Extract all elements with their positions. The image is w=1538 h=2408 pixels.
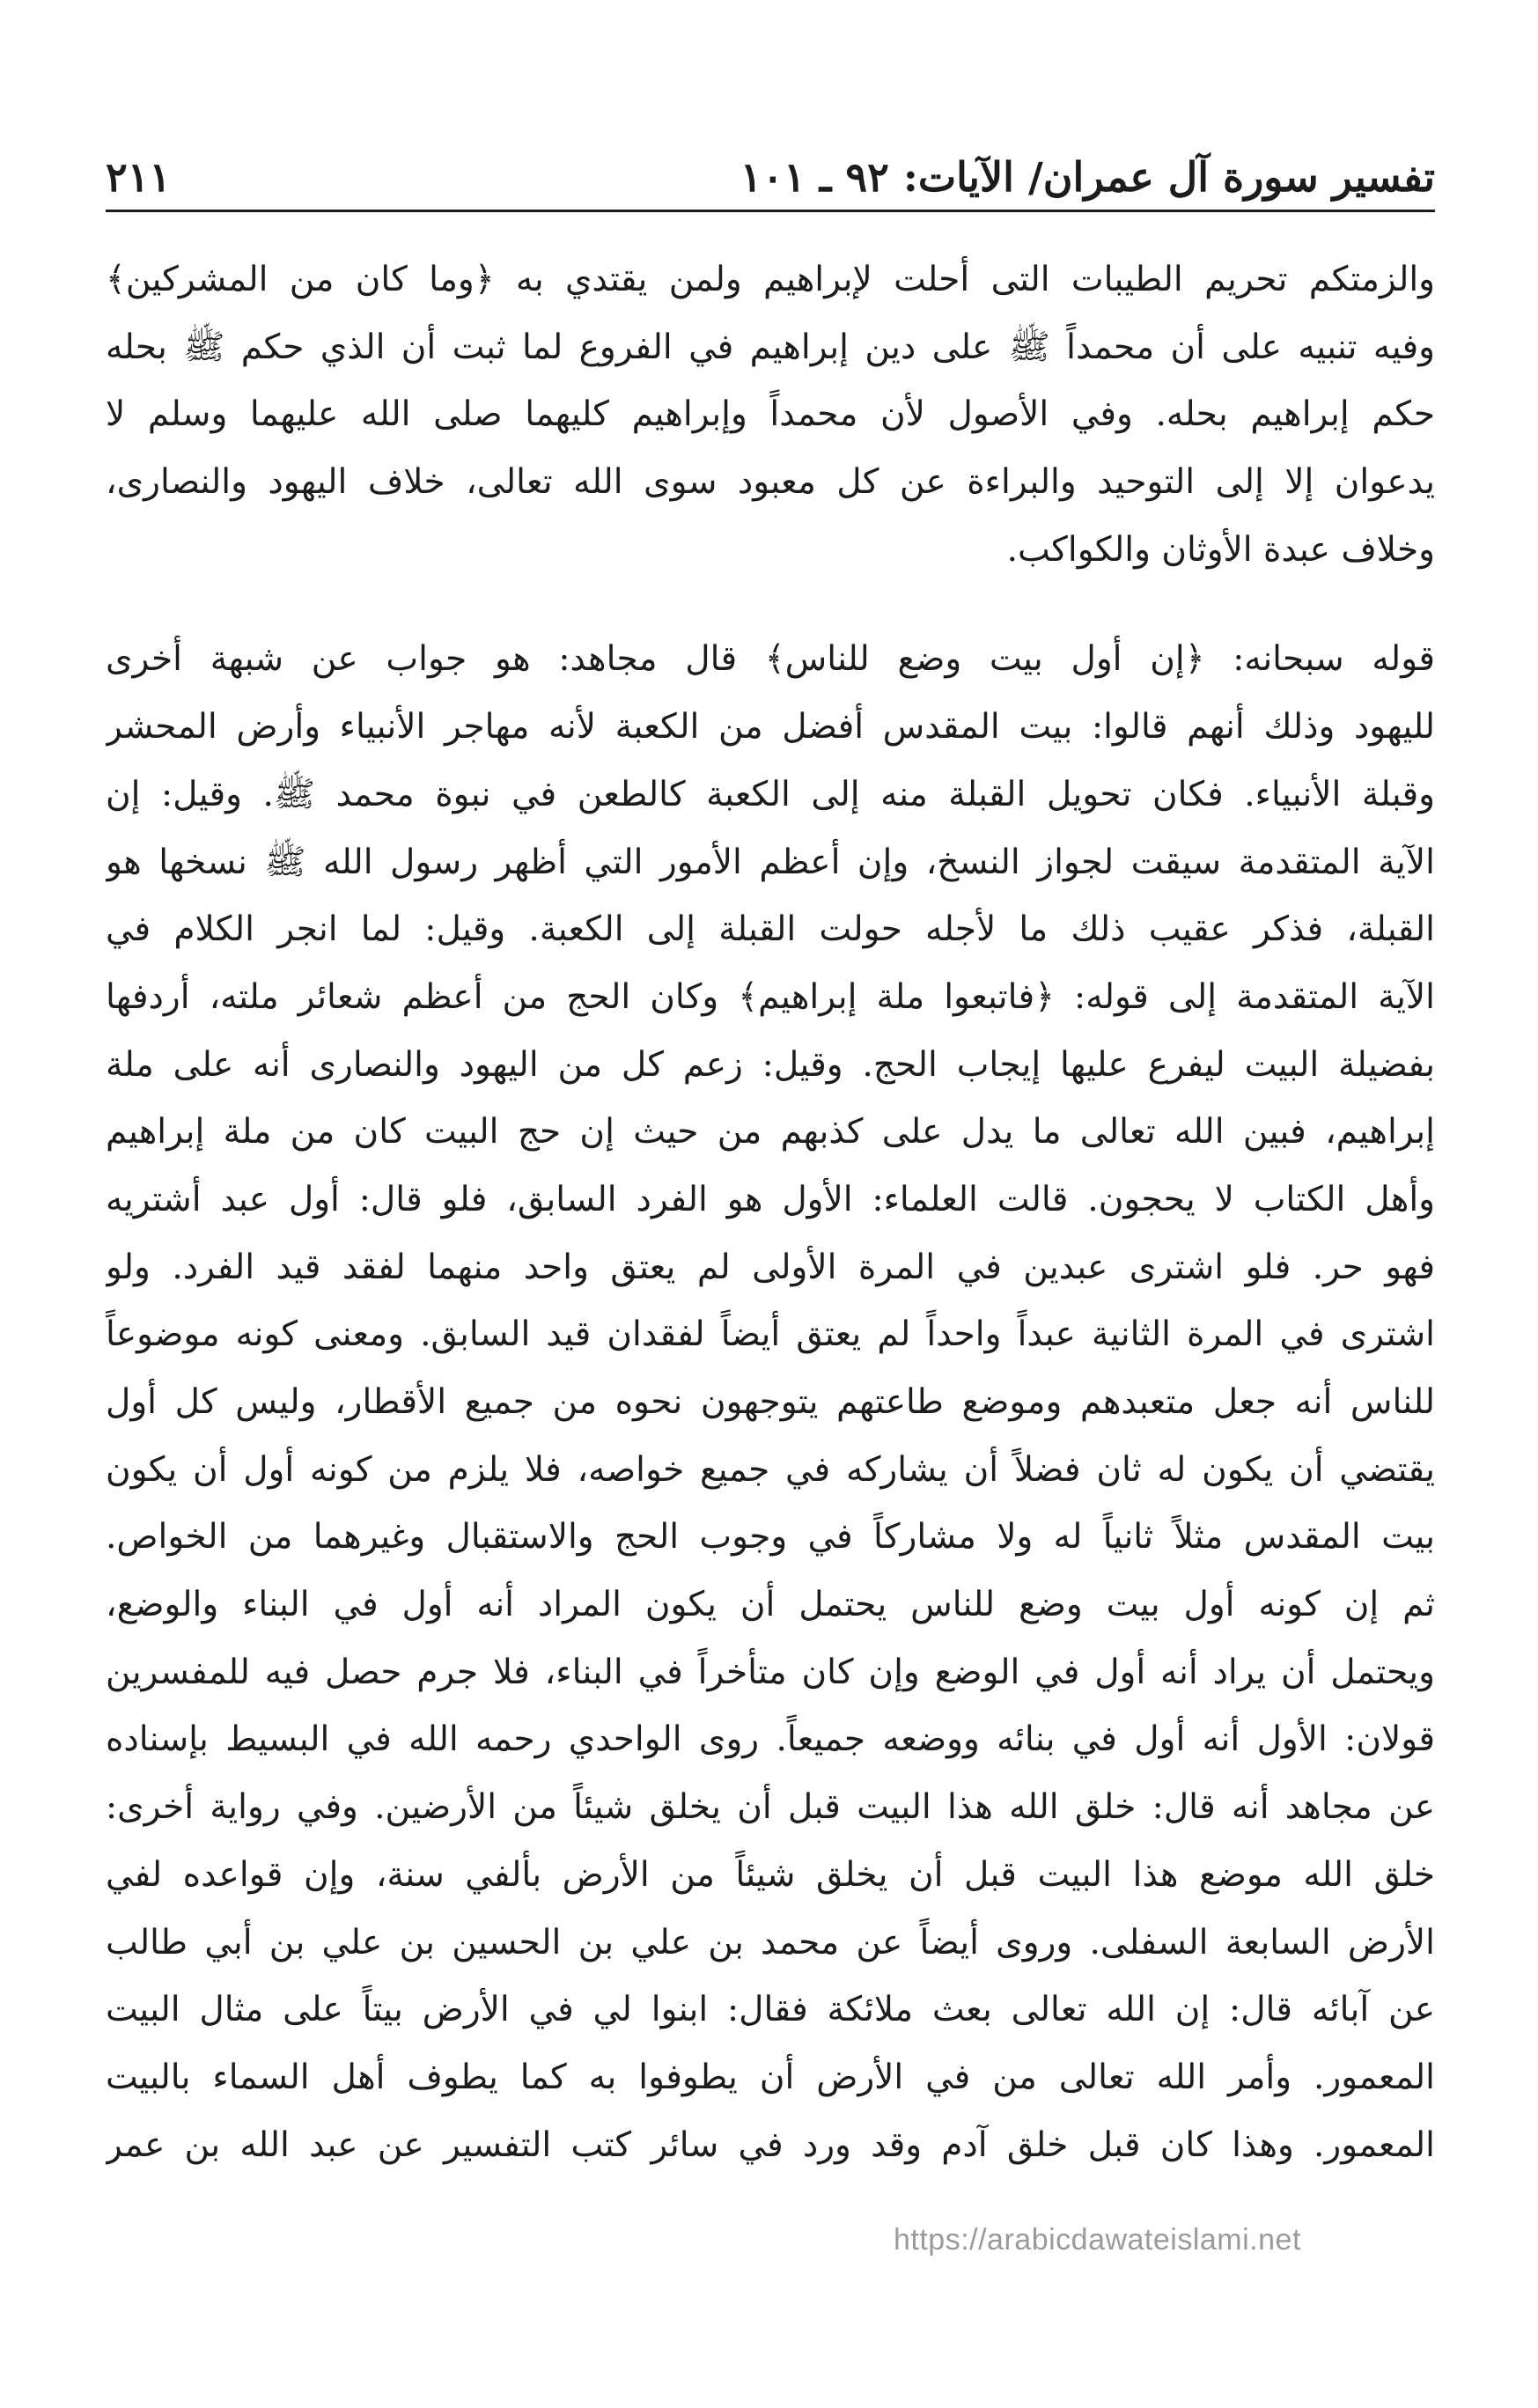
text-line: الأرض السابعة السفلى. وروى أيضاً عن محمد بن علي بن الحسين بن علي بن أبي طالب [106,1922,1435,1962]
text-line: بيت المقدس مثلاً ثانياً له ولا مشاركاً في وجوب الحج والاستقبال وغيرهما من الخواص. [106,1517,1435,1557]
text-line: عن آبائه قال: إن الله تعالى بعث ملائكة فقال: ابنوا لي في الأرض بيتاً على مثال البيت [106,1990,1435,2030]
text-line: خلق الله موضع هذا البيت قبل أن يخلق شيئاً من الأرض بألفي سنة، وإن قواعده لفي [106,1854,1435,1895]
text-line: عن مجاهد أنه قال: خلق الله هذا البيت قبل أن يخلق شيئاً من الأرضين. وفي رواية أخرى: [106,1787,1435,1828]
watermark-url: https://arabicdawateislami.net [894,2223,1301,2257]
text-line: يدعوان إلا إلى التوحيد والبراءة عن كل معبود سوى الله تعالى، خلاف اليهود والنصارى، [106,462,1435,503]
body-text [106,247,1435,2179]
text-line: ويحتمل أن يراد أنه أول في الوضع وإن كان متأخراً في البناء، فلا جرم حصل فيه للمفسرين [106,1652,1435,1692]
running-title: تفسير سورة آل عمران/ الآيات: ٩٢ ـ ١٠١ [740,153,1435,201]
text-line: يقتضي أن يكون له ثان فضلاً أن يشاركه في جميع خواصه، فلا يلزم من كونه أول أن يكون [106,1449,1435,1490]
text-line: بفضيلة البيت ليفرع عليها إيجاب الحج. وقيل: زعم كل من اليهود والنصارى أنه على ملة [106,1044,1435,1085]
page-number: ٢١١ [106,153,172,201]
text-line: المعمور. وهذا كان قبل خلق آدم وقد ورد في سائر كتب التفسير عن عبد الله بن عمر [106,2124,1435,2165]
text-line: قولان: الأول أنه أول في بنائه ووضعه جميعاً. روى الواحدي رحمه الله في البسيط بإسناده [106,1719,1435,1760]
text-line: اشترى في المرة الثانية عبداً واحداً لم يعتق أيضاً لفقدان قيد السابق. ومعنى كونه موضوعاً [106,1314,1435,1355]
text-line: قوله سبحانه: ﴿إن أول بيت وضع للناس﴾ قال مجاهد: هو جواب عن شبهة أخرى [106,639,1435,680]
text-line: ثم إن كونه أول بيت وضع للناس يحتمل أن يكون المراد أنه أول في البناء والوضع، [106,1585,1435,1625]
text-line: وأهل الكتاب لا يحجون. قالت العلماء: الأول هو الفرد السابق، فلو قال: أول عبد أشتريه [106,1179,1435,1219]
paragraph-gap [106,584,1435,626]
text-line: حكم إبراهيم بحله. وفي الأصول لأن محمداً وإبراهيم كليهما صلى الله عليهما وسلم لا [106,394,1435,435]
text-line: إبراهيم، فبين الله تعالى ما يدل على كذبهم من حيث إن حج البيت كان من ملة إبراهيم [106,1112,1435,1152]
text-line: الآية المتقدمة إلى قوله: ﴿فاتبعوا ملة إبراهيم﴾ وكان الحج من أعظم شعائر ملته، أردفها [106,976,1435,1017]
paragraph [106,247,1435,584]
page-header [106,132,1435,212]
text-line: وفيه تنبيه على أن محمداً ﷺ على دين إبراهيم في الفروع لما ثبت أن الذي حكم ﷺ بحله [106,327,1435,367]
text-line: وقبلة الأنبياء. فكان تحويل القبلة منه إلى الكعبة كالطعن في نبوة محمد ﷺ. وقيل: إن [106,774,1435,814]
text-line: لليهود وذلك أنهم قالوا: بيت المقدس أفضل من الكعبة لأنه مهاجر الأنبياء وأرض المحشر [106,707,1435,747]
text-line: الآية المتقدمة سيقت لجواز النسخ، وإن أعظم الأمور التي أظهر رسول الله ﷺ نسخها هو [106,842,1435,882]
text-line: القبلة، فذكر عقيب ذلك ما لأجله حولت القبلة إلى الكعبة. وقيل: لما انجر الكلام في [106,909,1435,950]
paragraph [106,626,1435,2179]
text-line: والزمتكم تحريم الطيبات التى أحلت لإبراهيم ولمن يقتدي به ﴿وما كان من المشركين﴾ [106,260,1435,299]
book-page [106,132,1435,2351]
text-line: وخلاف عبدة الأوثان والكواكب. [1006,529,1435,570]
text-line: للناس أنه جعل متعبدهم وموضع طاعتهم يتوجهون نحوه من جميع الأقطار، وليس كل أول [106,1382,1435,1422]
text-line: فهو حر. فلو اشترى عبدين في المرة الأولى لم يعتق واحد منهما لفقد قيد الفرد. ولو [106,1247,1435,1287]
text-line: المعمور. وأمر الله تعالى من في الأرض أن يطوفوا به كما يطوف أهل السماء بالبيت [106,2057,1435,2097]
